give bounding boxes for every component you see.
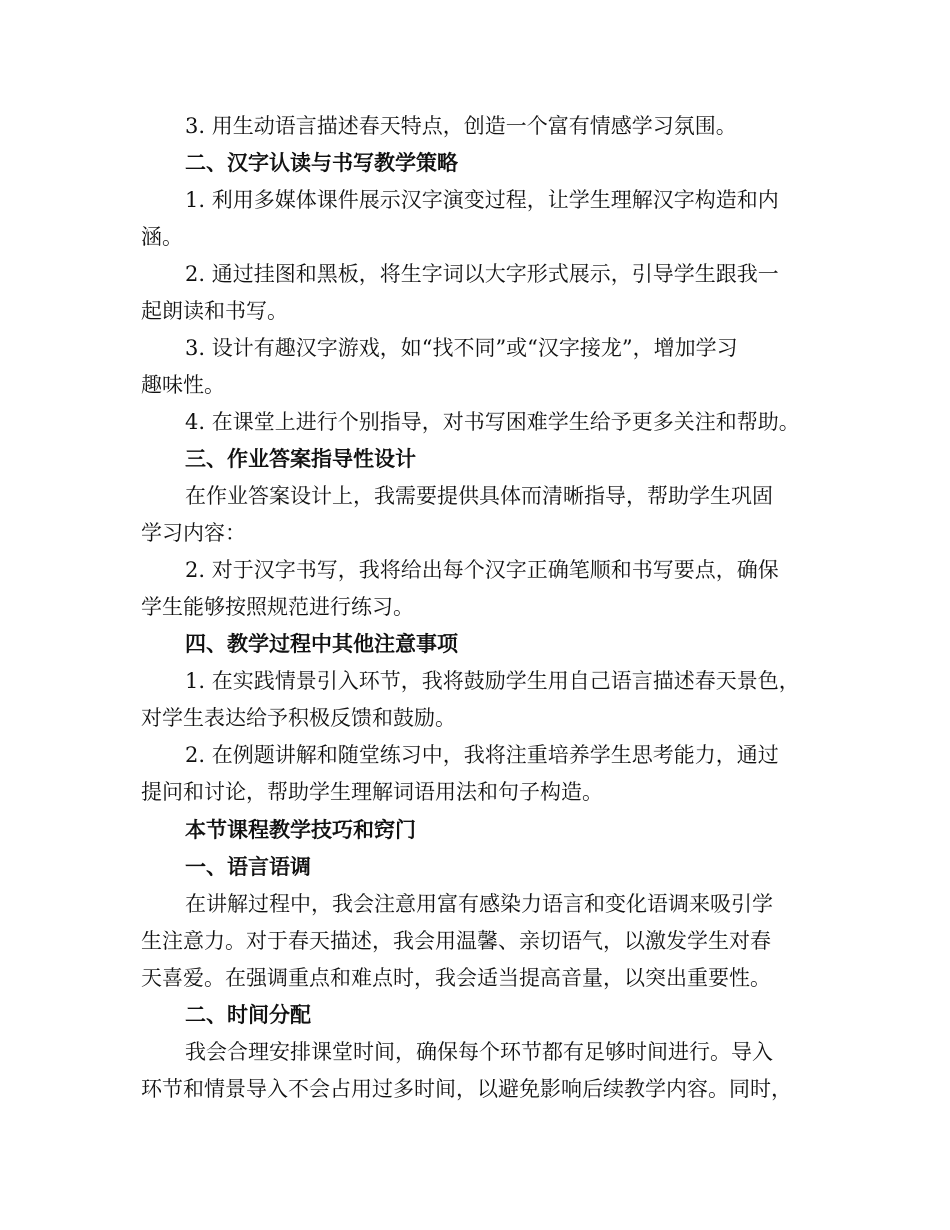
text-line: 环节和情景导入不会占用过多时间，以避免影响后续教学内容。同时，: [141, 1077, 792, 1101]
text-line: 在讲解过程中，我会注意用富有感染力语言和变化语调来吸引学: [185, 892, 773, 916]
section-heading: 二、汉字认读与书写教学策略: [185, 150, 458, 175]
section-heading: 四、教学过程中其他注意事项: [185, 631, 458, 656]
text-line: 2. 通过挂图和黑板，将生字词以大字形式展示，引导学生跟我一: [185, 262, 779, 286]
text-line: 起朗读和书写。: [141, 299, 288, 323]
section-heading: 三、作业答案指导性设计: [185, 446, 416, 471]
text-line: 2. 对于汉字书写，我将给出每个汉字正确笔顺和书写要点，确保: [185, 558, 779, 582]
text-line: 3. 设计有趣汉字游戏，如“找不同”或“汉字接龙”，增加学习: [185, 336, 738, 360]
section-heading: 本节课程教学技巧和窍门: [185, 817, 416, 842]
text-line: 4. 在课堂上进行个别指导，对书写困难学生给予更多关注和帮助。: [185, 410, 800, 434]
text-line: 3. 用生动语言描述春天特点，创造一个富有情感学习氛围。: [185, 114, 737, 138]
text-line: 2. 在例题讲解和随堂练习中，我将注重培养学生思考能力，通过: [185, 743, 779, 767]
text-line: 提问和讨论，帮助学生理解词语用法和句子构造。: [141, 780, 603, 804]
text-line: 天喜爱。在强调重点和难点时，我会适当提高音量，以突出重要性。: [141, 966, 771, 990]
text-line: 学生能够按照规范进行练习。: [141, 595, 414, 619]
text-line: 学习内容：: [141, 521, 246, 545]
text-line: 1. 利用多媒体课件展示汉字演变过程，让学生理解汉字构造和内: [185, 188, 779, 212]
text-line: 1. 在实践情景引入环节，我将鼓励学生用自己语言描述春天景色，: [185, 669, 800, 693]
text-line: 我会合理安排课堂时间，确保每个环节都有足够时间进行。导入: [185, 1040, 773, 1064]
text-line: 对学生表达给予积极反馈和鼓励。: [141, 706, 456, 730]
section-heading: 二、时间分配: [185, 1002, 311, 1027]
text-line: 生注意力。对于春天描述，我会用温馨、亲切语气，以激发学生对春: [141, 929, 771, 953]
text-line: 在作业答案设计上，我需要提供具体而清晰指导，帮助学生巩固: [185, 484, 773, 508]
text-line: 涵。: [141, 225, 183, 249]
section-heading: 一、语言语调: [185, 854, 311, 879]
text-line: 趣味性。: [141, 373, 225, 397]
